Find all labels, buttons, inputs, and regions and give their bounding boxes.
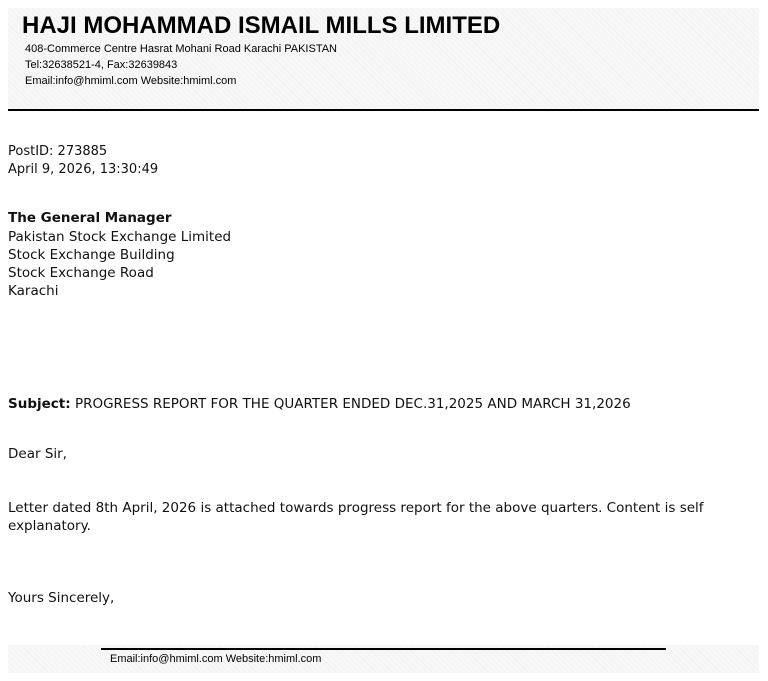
recipient-title: The General Manager xyxy=(8,210,172,226)
post-datetime: April 9, 2026, 13:30:49 xyxy=(8,162,159,177)
subject-line xyxy=(8,395,631,413)
company-address: 408-Commerce Centre Hasrat Mohani Road Karachi PAKISTAN xyxy=(25,43,337,55)
closing: Yours Sincerely, xyxy=(8,590,115,606)
company-name: HAJI MOHAMMAD ISMAIL MILLS LIMITED xyxy=(22,12,501,39)
subject-text: PROGRESS REPORT FOR THE QUARTER ENDED DEC.31,2025 AND MARCH 31,2026 xyxy=(74,396,631,412)
company-email-website: Email:info@hmiml.com Website:hmiml.com xyxy=(25,75,237,87)
footer-divider xyxy=(101,648,666,650)
recipient-line: Stock Exchange Road xyxy=(8,265,154,281)
footer-email-website: Email:info@hmiml.com Website:hmiml.com xyxy=(110,653,322,665)
body-paragraph: Letter dated 8th April, 2026 is attached towards progress report for the above quarters. Content is self explanatory. xyxy=(8,500,704,534)
recipient-line: Karachi xyxy=(8,283,59,299)
recipient-line: Stock Exchange Building xyxy=(8,247,175,263)
recipient-line: Pakistan Stock Exchange Limited xyxy=(8,229,232,245)
salutation: Dear Sir, xyxy=(8,446,67,462)
post-id: PostID: 273885 xyxy=(8,144,108,159)
subject-label: Subject: xyxy=(8,396,71,412)
header-divider xyxy=(8,109,759,111)
company-phone-fax: Tel:32638521-4, Fax:32639843 xyxy=(25,59,178,71)
